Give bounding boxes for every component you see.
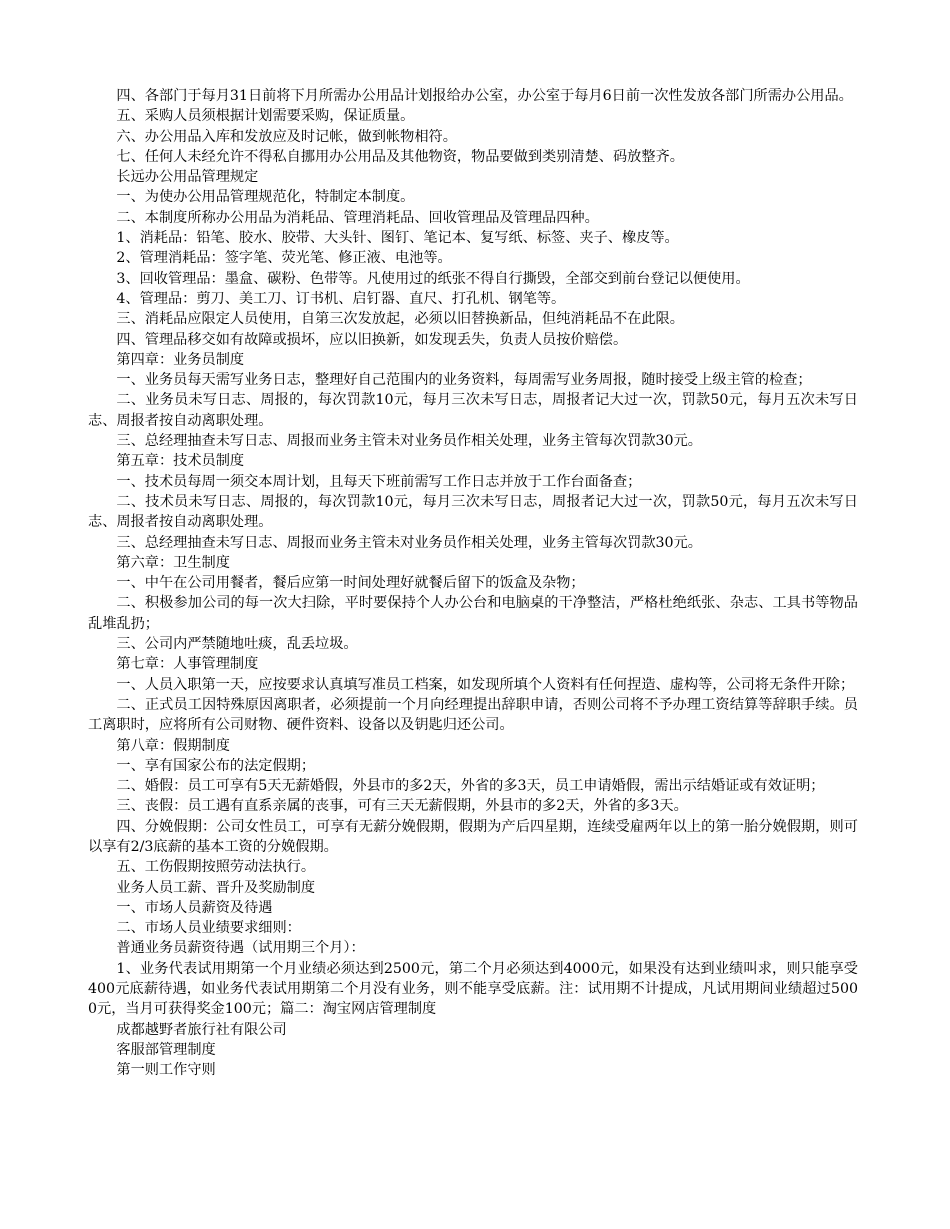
paragraph: 一、为使办公用品管理规范化，特制定本制度。 [116, 189, 415, 206]
paragraph: 二、技术员未写日志、周报的，每次罚款10元，每月三次未写日志，周报者记大过一次，罚款50元，每月五次未写日志、周报者按自动离职处理。 [88, 493, 858, 531]
chapter-heading: 第五章：技术员制度 [116, 453, 245, 470]
chapter-heading: 第七章：人事管理制度 [116, 656, 259, 673]
paragraph: 三、丧假：员工遇有直系亲属的丧事，可有三天无薪假期，外县市的多2天，外省的多3天。 [116, 798, 688, 815]
paragraph: 二、正式员工因特殊原因离职者，必须提前一个月向经理提出辞职申请，否则公司将不予办理工资结算等辞职手续。员工离职时，应将所有公司财物、硬件资料、设备以及钥匙归还公司。 [88, 696, 858, 734]
chapter-heading: 第六章：卫生制度 [116, 554, 230, 571]
paragraph: 七、任何人未经允许不得私自挪用办公用品及其他物资，物品要做到类别清楚、码放整齐。 [116, 148, 684, 165]
paragraph: 二、本制度所称办公用品为消耗品、管理消耗品、回收管理品及管理品四种。 [116, 209, 599, 226]
paragraph: 1、业务代表试用期第一个月业绩必须达到2500元，第二个月必须达到4000元，如果没有达到业绩叫求，则只能享受400元底薪待遇，如业务代表试用期第二个月没有业务，则不能享受底薪。注：试用期不计提成，凡试用期间业绩超过5000元，当月可获得奖金100元；篇二：淘宝网店管理制度 [88, 960, 858, 1018]
paragraph: 二、积极参加公司的每一次大扫除，平时要保持个人办公台和电脑桌的干净整洁，严格杜绝纸张、杂志、工具书等物品乱堆乱扔； [88, 595, 858, 632]
paragraph: 三、消耗品应限定人员使用，自第三次发放起，必须以旧替换新品，但纯消耗品不在此限。 [116, 311, 684, 328]
paragraph: 三、公司内严禁随地吐痰，乱丢垃圾。 [116, 636, 358, 653]
paragraph: 二、业务员未写日志、周报的，每次罚款10元，每月三次未写日志，周报者记大过一次，罚款50元，每月五次未写日志、周报者按自动离职处理。 [88, 392, 858, 429]
paragraph: 一、人员入职第一天，应按要求认真填写准员工档案，如发现所填个人资料有任何捏造、虚构等，公司将无条件开除； [116, 676, 855, 693]
section-title: 客服部管理制度 [116, 1041, 216, 1058]
chapter-heading: 第四章：业务员制度 [116, 351, 245, 368]
paragraph: 二、市场人员业绩要求细则： [116, 920, 301, 937]
paragraph: 四、分娩假期：公司女性员工，可享有无薪分娩假期，假期为产后四星期，连续受雇两年以上的第一胎分娩假期，则可以享有2/3底薪的基本工资的分娩假期。 [88, 818, 858, 855]
chapter-heading: 第八章：假期制度 [116, 737, 230, 754]
paragraph: 一、技术员每周一须交本周计划，且每天下班前需写工作日志并放于工作台面备查； [116, 473, 642, 490]
paragraph: 3、回收管理品：墨盒、碳粉、色带等。凡使用过的纸张不得自行撕毁，全部交到前台登记以便使用。 [116, 270, 750, 287]
paragraph: 五、工伤假期按照劳动法执行。 [116, 859, 316, 876]
document-page [88, 86, 858, 1081]
paragraph: 一、中午在公司用餐者，餐后应第一时间处理好就餐后留下的饭盒及杂物； [116, 575, 585, 592]
paragraph: 普通业务员薪资待遇（试用期三个月）： [116, 940, 365, 957]
paragraph: 4、管理品：剪刀、美工刀、订书机、启钉器、直尺、打孔机、钢笔等。 [116, 290, 566, 307]
paragraph: 六、办公用品入库和发放应及时记帐，做到帐物相符。 [116, 128, 457, 145]
paragraph: 四、各部门于每月31日前将下月所需办公用品计划报给办公室，办公室于每月6日前一次性发放各部门所需办公用品。 [116, 88, 853, 104]
paragraph: 三、总经理抽查未写日志、周报而业务主管未对业务员作相关处理，业务主管每次罚款30元。 [116, 534, 702, 551]
paragraph: 一、业务员每天需写业务日志，整理好自己范围内的业务资料，每周需写业务周报，随时接受上级主管的检查； [116, 372, 812, 389]
section-title: 第一则工作守则 [116, 1062, 216, 1079]
paragraph: 二、婚假：员工可享有5天无薪婚假，外县市的多2天，外省的多3天，员工申请婚假，需出示结婚证或有效证明； [116, 778, 825, 795]
section-title: 长远办公用品管理规定 [116, 169, 259, 186]
section-title: 业务人员工薪、晋升及奖励制度 [116, 879, 316, 896]
paragraph: 一、市场人员薪资及待遇 [116, 899, 273, 916]
paragraph: 1、消耗品：铅笔、胶水、胶带、大头针、图钉、笔记本、复写纸、标签、夹子、橡皮等。 [116, 230, 679, 247]
paragraph: 三、总经理抽查未写日志、周报而业务主管未对业务员作相关处理，业务主管每次罚款30元。 [116, 433, 702, 450]
paragraph: 五、采购人员须根据计划需要采购，保证质量。 [116, 108, 415, 125]
paragraph: 四、管理品移交如有故障或损坏，应以旧换新，如发现丢失，负责人员按价赔偿。 [116, 331, 628, 348]
paragraph: 2、管理消耗品：签字笔、荧光笔、修正液、电池等。 [116, 250, 452, 267]
paragraph: 一、享有国家公布的法定假期； [116, 757, 316, 774]
company-name: 成都越野者旅行社有限公司 [116, 1021, 287, 1038]
